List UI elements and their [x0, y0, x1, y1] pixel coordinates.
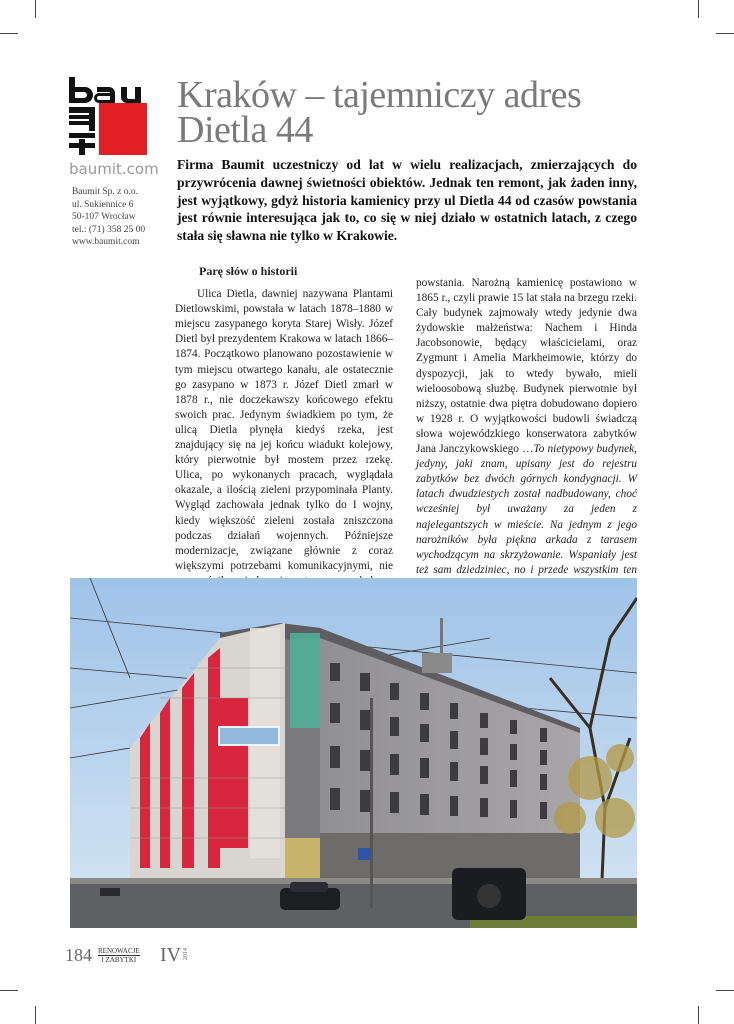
quote-text: To nietypowy budynek, jedyny, jaki znam, upisany jest do rejestru zabytków bez dwóch górnych kondygnacji. W latach dwudziestych został nadbudowany, choć wcześniej był uważany za jeden z najelegantszych w mieście. Na jednym z jego narożników była piękna arkada z tarasem wychodzącym na skrzyżowanie. Wspaniały jest też sam dziedziniec, no i przede wszystkim ten	[416, 443, 637, 576]
crop-mark	[716, 990, 734, 991]
crop-mark	[716, 33, 734, 34]
company-address	[72, 186, 172, 249]
crop-mark	[698, 1006, 699, 1024]
section-heading: Parę słów o historii	[199, 264, 298, 278]
address-line: ul. Sukiennice 6	[72, 199, 134, 210]
baumit-logo	[69, 77, 147, 155]
page-number: 184	[65, 945, 92, 965]
crop-mark	[35, 0, 36, 18]
crop-mark	[0, 990, 18, 991]
crop-mark	[698, 0, 699, 18]
crop-mark	[0, 33, 18, 34]
right-column	[416, 276, 637, 593]
crop-mark	[35, 1006, 36, 1024]
building-photo	[70, 578, 637, 928]
address-line: 50-107 Wrocław	[72, 212, 136, 222]
title-line: Dietla 44	[177, 109, 313, 151]
left-column	[175, 264, 393, 604]
issue-year: 2014	[183, 948, 189, 960]
article-lead: Firma Baumit uczestniczy od lat w wielu realizacjach, zmierzających do przywrócenia dawnej świetności obiektów. Jednak ten remont, jak żaden inny, jest wyjątkowy, gdyż historia kamienicy przy ul Dietla 44 od czasów powstania jest równie interesująca jak to, co się w niej działo w ostatnich latach, z czego stała się sławna nie tylko w Krakowie.	[177, 157, 637, 244]
paragraph	[416, 276, 637, 593]
address-line: tel.: (71) 358 25 00	[72, 224, 146, 235]
paragraph-text: powstania. Narożną kamienicę postawiono w 1865 r., czyli prawie 15 lat stała na brzegu rzeki. Cały budynek zajmowały wtedy jedynie dwa żydowskie małżeństwa: Nachem i Hinda Jacobsonowie, będący właścicielami, oraz Zygmunt i Amelia Markheimowie, którzy do dyspozycji, jak to wtedy bywało, mieli wieloosobową służbę. Budynek pierwotnie był niższy, ostatnie dwa piętra dobudowano dopiero w 1928 r. O wyjątkowości budowli świadczą słowa wojewódzkiego konserwatora zabytków Jana Janczykowskiego …	[416, 277, 637, 456]
paragraph: Ulica Dietla, dawniej nazywana Plantami Dietlowskimi, powstała w latach 1878–1880 w miejscu zasypanego koryta Starej Wisły. Józef Dietl był prezydentem Krakowa w latach 1866–1874. Początkowo planowano pozostawienie w tym miejscu otwartego kanału, ale ostatecznie go zasypano w 1873 r. Józef Dietl zmarł w 1878 r., nie doczekawszy końcowego efektu swoich prac. Jedynym świadkiem po tym, że ulicą Dietla płynęła kiedyś rzeka, jest znajdujący się na jej końcu wiadukt kolejowy, który pierwotnie był mostem przez rzekę. Ulica, po wykonanych pracach, wyglądała okazale, a ilością zieleni przypominała Planty. Wygląd zachowała jednak tylko do I wojny, kiedy większość zieleni została zniszczona podczas działań wojennych. Późniejsze modernizacje, związane głównie z coraz większymi potrzebami komunikacyjnymi, nie	[175, 288, 393, 572]
title-line: Kraków – tajemniczy adres	[177, 74, 582, 116]
issue-number: IV	[160, 944, 182, 966]
magazine-line: RENOWACJE	[98, 947, 140, 955]
magazine-name	[98, 947, 140, 964]
article-title	[177, 74, 657, 151]
logo-website: baumit.com	[69, 160, 159, 178]
magazine-line: I ZABYTKI	[101, 956, 137, 964]
address-line: www.baumit.com	[72, 237, 140, 247]
address-line: Baumit Sp. z o.o.	[72, 187, 138, 197]
